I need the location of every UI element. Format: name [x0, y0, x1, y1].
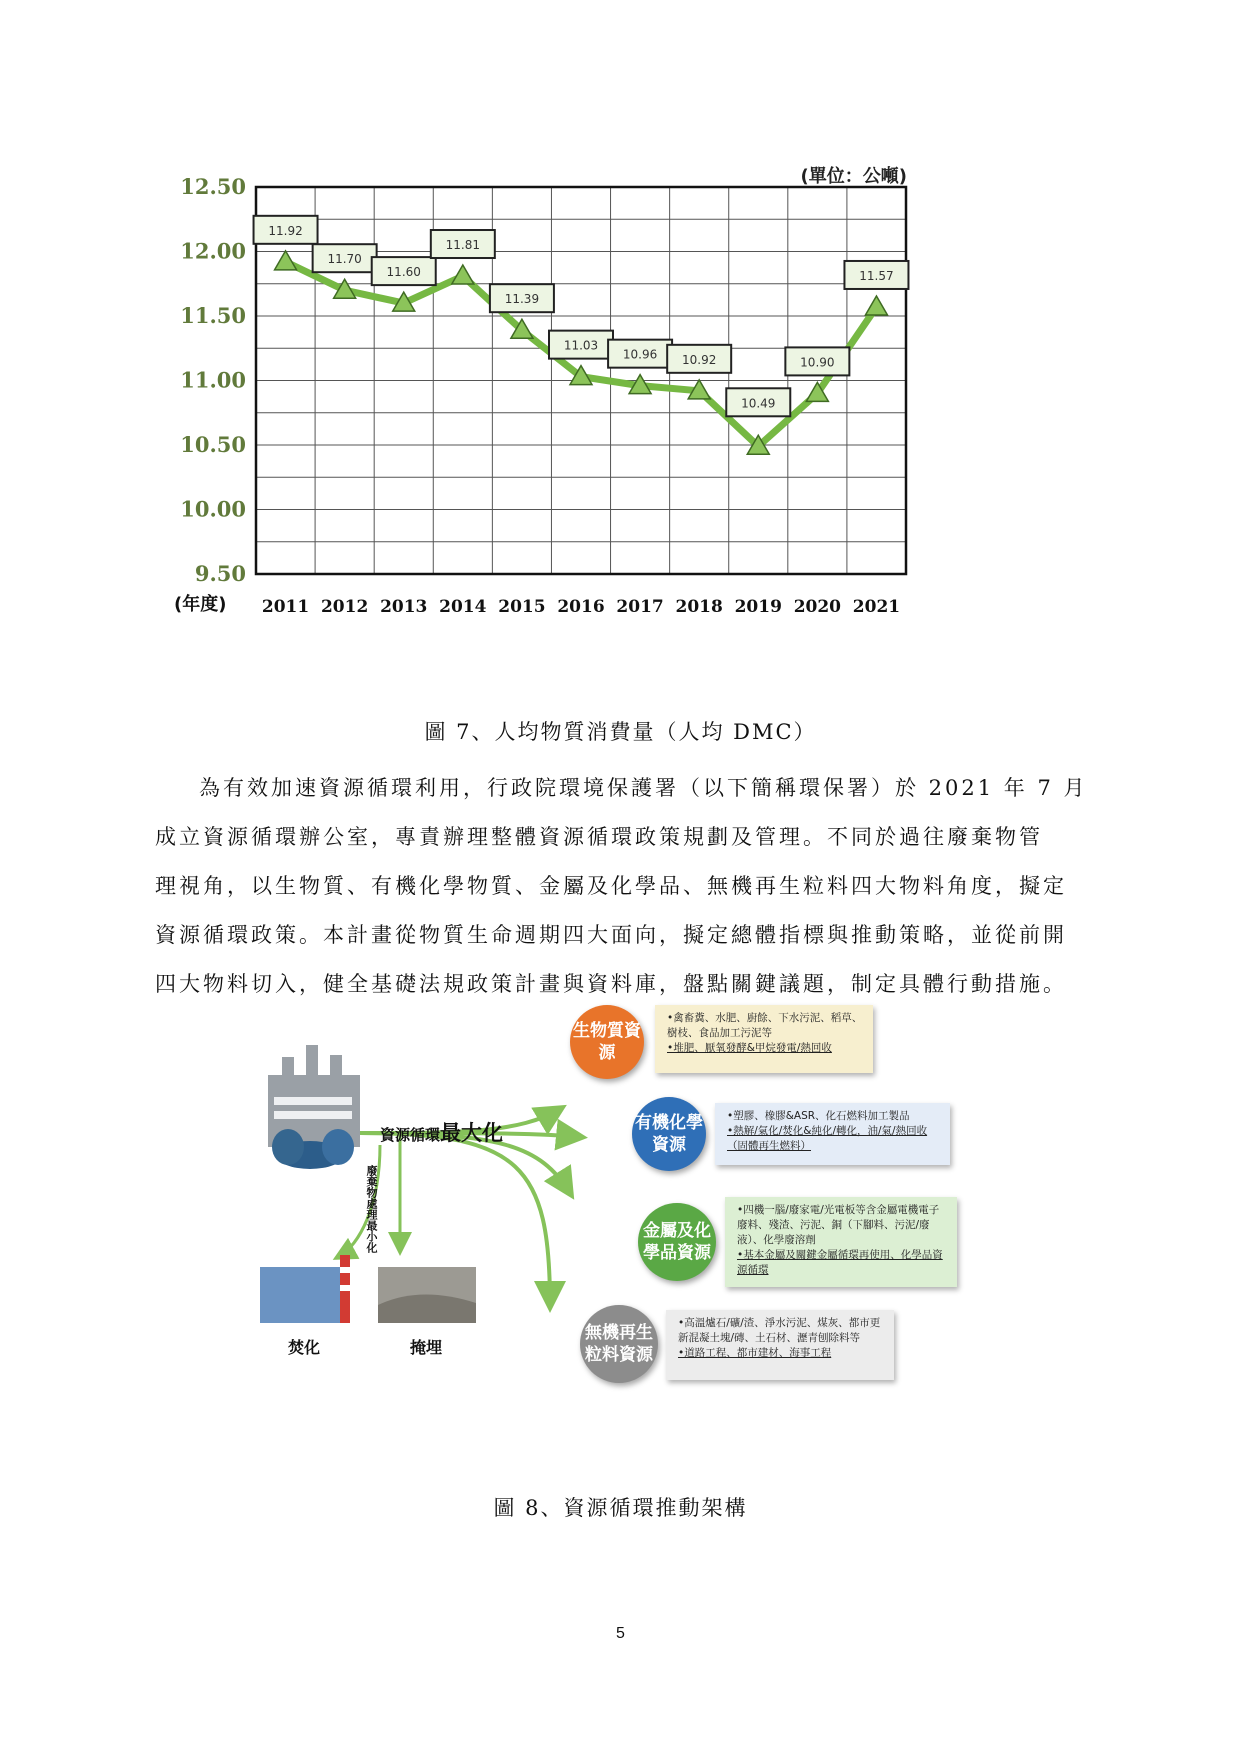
data-label-text: 11.03 — [563, 338, 599, 353]
dmc-line-chart — [174, 166, 1080, 710]
x-tick-label: 2012 — [320, 597, 369, 617]
data-label — [726, 388, 790, 416]
data-label-text: 11.92 — [268, 223, 303, 238]
metal-chemical-resource-box — [725, 1197, 957, 1287]
x-tick-label: 2014 — [439, 597, 487, 617]
landfill-label: 掩埋 — [410, 1338, 443, 1357]
data-label-text: 11.81 — [445, 238, 480, 253]
metal-chemical-resource-circle: 金屬及化學品資源 — [638, 1203, 716, 1281]
paragraph-line: 成立資源循環辦公室，專責辦理整體資源循環政策規劃及管理。不同於過往廢棄物管 — [155, 825, 1043, 849]
data-label-text: 11.39 — [504, 292, 540, 307]
inorganic-aggregate-resource-box — [666, 1310, 894, 1380]
biomass-resource-circle: 生物質資源 — [570, 1005, 644, 1079]
x-tick-label: 2013 — [380, 597, 428, 617]
x-tick-label: 2017 — [616, 597, 664, 617]
paragraph-line: 理視角，以生物質、有機化學物質、金屬及化學品、無機再生粒料四大物料角度，擬定 — [155, 874, 1067, 898]
data-label — [844, 261, 908, 289]
data-point-marker — [275, 251, 297, 270]
x-axis-label: (年度) — [174, 594, 227, 615]
data-label — [785, 347, 849, 375]
y-tick-label: 12.00 — [180, 238, 246, 264]
data-label-text: 11.57 — [859, 268, 894, 283]
data-label — [372, 257, 436, 285]
body-paragraph — [155, 764, 1088, 1009]
data-label-text: 11.60 — [386, 265, 421, 280]
data-label — [608, 340, 672, 368]
main-flow-label: 資源循環最大化 — [380, 1121, 504, 1145]
resource-item: •基本金屬及關鍵金屬循環再使用、化學品資源循環 — [737, 1249, 943, 1276]
y-tick-label: 11.00 — [180, 367, 246, 393]
paragraph-line: 四大物料切入，健全基礎法規政策計畫與資料庫，盤點關鍵議題，制定具體行動措施。 — [155, 972, 1067, 996]
x-tick-label: 2019 — [734, 597, 782, 617]
inorganic-aggregate-resource-circle: 無機再生粒料資源 — [580, 1305, 658, 1383]
landfill-icon — [378, 1267, 476, 1323]
data-label — [431, 230, 495, 258]
incineration-label: 焚化 — [288, 1338, 321, 1357]
incinerator-icon — [260, 1255, 350, 1323]
paragraph-line: 為有效加速資源循環利用，行政院環境保護署（以下簡稱環保署）於 2021 年 7 月 — [199, 776, 1088, 800]
organic-chemical-resource-box — [715, 1103, 950, 1165]
data-point-marker — [452, 265, 474, 284]
y-tick-label: 10.00 — [180, 496, 246, 522]
resource-item: •高溫爐石/礦/渣、淨水污泥、煤灰、都市更新混凝土塊/磚、土石材、瀝青刨除料等 — [678, 1317, 881, 1344]
resource-item: •禽畜糞、水肥、廚餘、下水污泥、稻草、樹枝、食品加工污泥等 — [667, 1012, 863, 1039]
x-tick-label: 2015 — [498, 597, 546, 617]
x-tick-label: 2018 — [675, 597, 723, 617]
resource-item: •道路工程、都市建材、海事工程 — [678, 1347, 832, 1359]
x-tick-label: 2011 — [261, 597, 310, 617]
factory-icon — [268, 1045, 360, 1169]
data-label-text: 11.70 — [327, 252, 362, 267]
x-tick-label: 2016 — [557, 597, 605, 617]
data-label — [549, 331, 613, 359]
data-label — [313, 244, 377, 272]
resource-circulation-diagram — [260, 1005, 1000, 1455]
resource-item: •堆肥、厭氧發酵&甲烷發電/熱回收 — [667, 1042, 832, 1054]
biomass-resource-box — [655, 1005, 873, 1073]
data-label-text: 10.49 — [741, 396, 776, 411]
x-tick-label: 2020 — [793, 597, 842, 617]
data-label — [667, 345, 731, 373]
y-tick-label: 10.50 — [180, 432, 246, 457]
data-label — [490, 284, 554, 312]
x-tick-label: 2021 — [852, 597, 901, 617]
resource-item: •四機一腦/廢家電/光電板等含金屬電機電子廢料、殘渣、污泥、銅（下腳料、污泥/廢液）、化學廢溶劑 — [737, 1204, 940, 1246]
paragraph-line: 資源循環政策。本計畫從物質生命週期四大面向，擬定總體指標與推動策略，並從前開 — [155, 923, 1067, 947]
data-label-text: 10.92 — [682, 352, 717, 367]
resource-item: •塑膠、橡膠&ASR、化石燃料加工製品 — [727, 1110, 910, 1122]
data-label-text: 10.96 — [622, 347, 658, 362]
y-tick-label: 12.50 — [180, 174, 246, 199]
y-tick-label: 11.50 — [180, 303, 246, 328]
unit-label: (單位：公噸) — [800, 166, 907, 187]
page-number: 5 — [616, 1625, 625, 1642]
resource-item: •熱解/氣化/焚化&純化/轉化，油/氣/熱回收（固體再生燃料） — [727, 1125, 928, 1152]
data-label — [254, 216, 318, 244]
y-tick-label: 9.50 — [194, 561, 246, 586]
data-label-text: 10.90 — [800, 355, 835, 370]
waste-minimization-label: 廢棄物處理最小化 — [365, 1165, 378, 1253]
figure-7-caption: 圖 7、人均物質消費量（人均 DMC） — [424, 720, 817, 744]
figure-8-caption: 圖 8、資源循環推動架構 — [493, 1496, 748, 1520]
organic-chemical-resource-circle: 有機化學資源 — [632, 1097, 706, 1171]
data-point-marker — [865, 296, 887, 315]
